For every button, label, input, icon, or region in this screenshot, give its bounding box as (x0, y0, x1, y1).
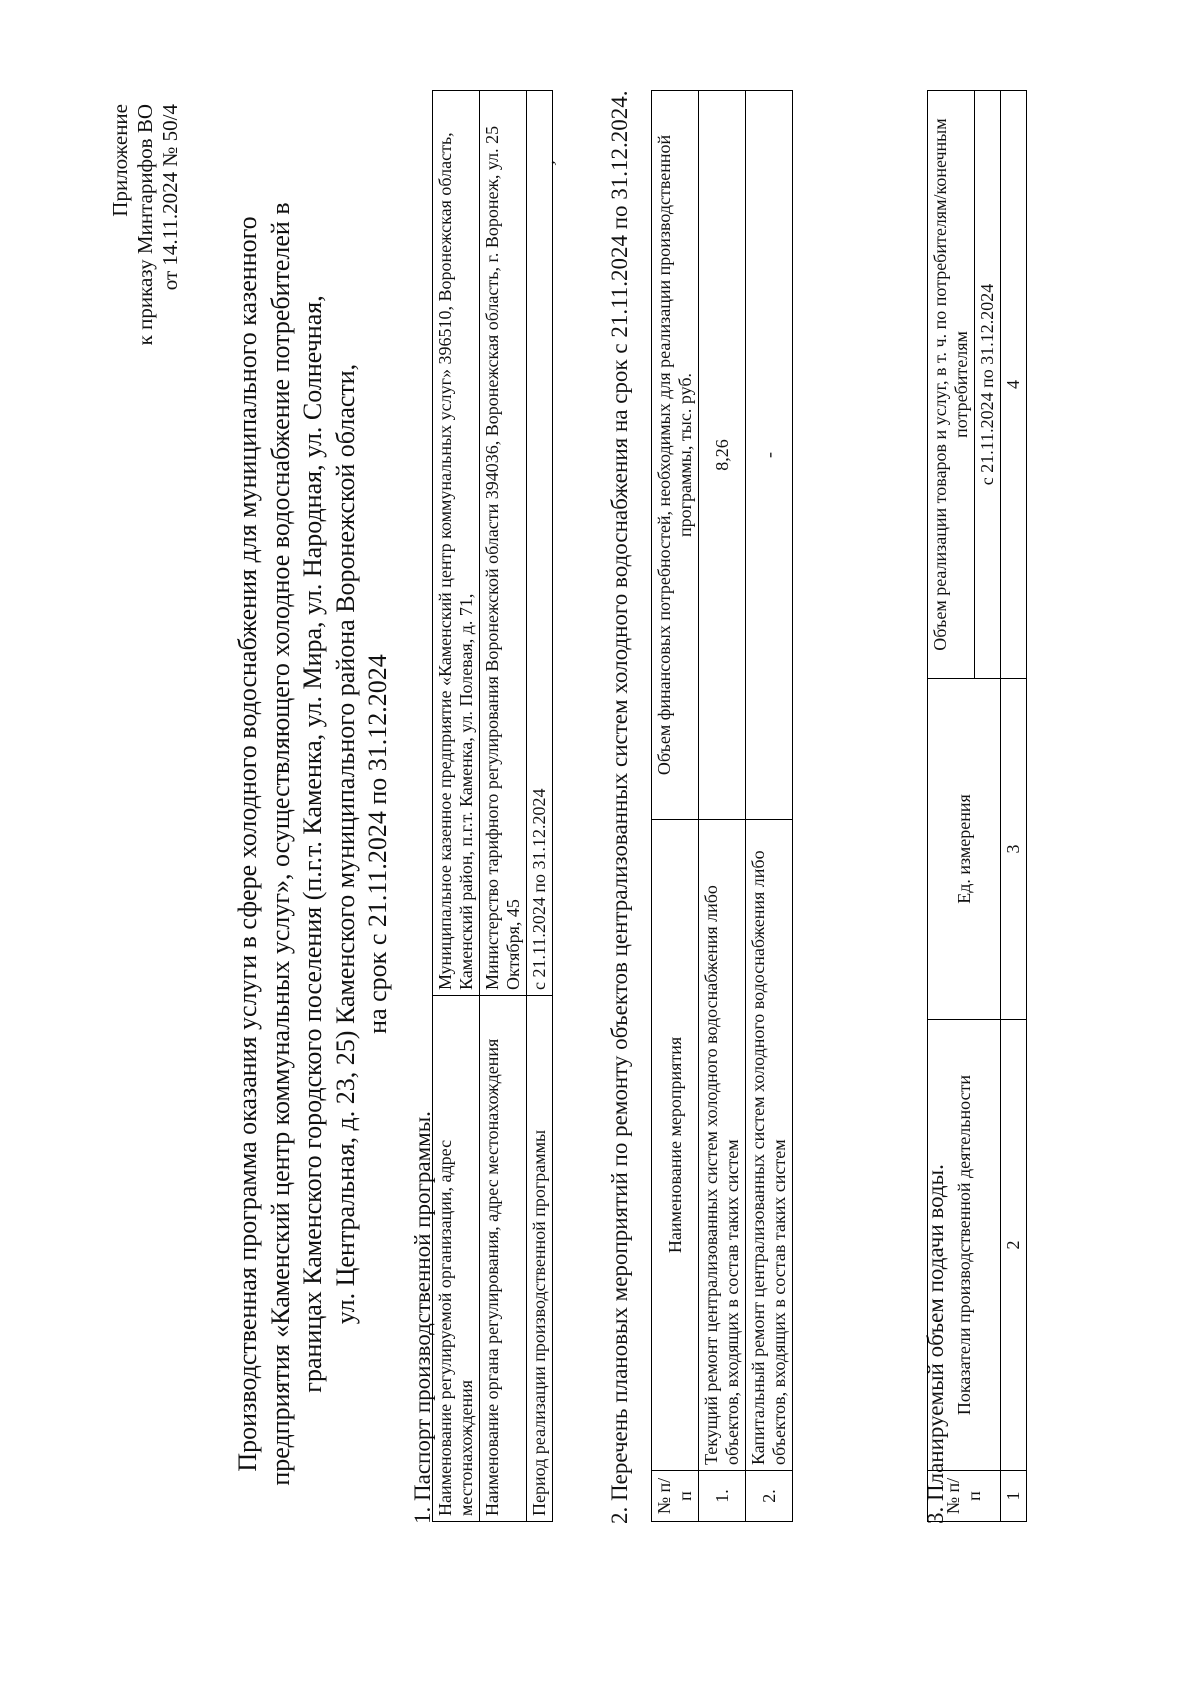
table-header-row (928, 91, 975, 1522)
table-cell: Период реализации производственной программы (527, 996, 553, 1522)
table-row (527, 91, 553, 1522)
passport-table (432, 90, 553, 1522)
section-2-heading: 2. Перечень плановых мероприятий по ремонту объектов централизованных систем холодного водоснабжения на срок с 21.11.2024 по 31.12.2024. (607, 90, 632, 1524)
table-row (433, 91, 480, 1522)
title-line-2: предприятия «Каменский центр коммунальных услуг», осуществляющего холодное водоснабжение потребителей в (265, 202, 295, 1486)
column-header: Объем финансовых потребностей, необходимых для реализации производственной программы, тыс. руб. (652, 91, 699, 820)
table-cell: Муниципальное казенное предприятие «Каменский центр коммунальных услуг» 396510, Воронежская область, Каменский район, п.г.т. Каменка, ул. Полевая, д. 71, (433, 91, 480, 996)
document-title (232, 174, 395, 1514)
title-line-5: на срок с 21.11.2024 по 31.12.2024 (363, 654, 392, 1034)
water-supply-volume-table (927, 90, 1027, 1522)
table-cell: Капитальный ремонт централизованных систем холодного водоснабжения либо объектов, входящих в состав таких систем (746, 820, 793, 1471)
column-header: Объем реализации товаров и услуг, в т. ч. по потребителям/конечным потребителям (928, 91, 975, 679)
title-line-4: ул. Центральная, д. 23, 25) Каменского муниципального района Воронежской области, (330, 363, 360, 1325)
table-row (480, 91, 527, 1522)
table-header-row (652, 91, 699, 1522)
appendix-line-2: к приказу Минтарифов ВО (133, 104, 157, 346)
appendix-block (108, 104, 183, 345)
title-line-3: границах Каменского городского поселения (п.г.т. Каменка, ул. Мира, ул. Народная, ул. Солнечная, (298, 295, 327, 1393)
table-cell: Текущий ремонт централизованных систем холодного водоснабжения либо объектов, входящих в состав таких систем (699, 820, 746, 1471)
table-cell: Наименование органа регулирования, адрес местонахождения (480, 996, 527, 1522)
stray-mark: ‚ (537, 154, 559, 168)
column-header: № п/п (652, 1471, 699, 1522)
table-cell: Министерство тарифного регулирования Воронежской области 394036, Воронежская область, г. Воронеж, ул. 25 Октября, 45 (480, 91, 527, 996)
table-row (746, 91, 793, 1522)
table-cell: 2 (1001, 1020, 1027, 1471)
table-cell: 4 (1001, 91, 1027, 679)
column-header: Наименование мероприятия (652, 820, 699, 1471)
table-row (1001, 91, 1027, 1522)
table-cell: - (746, 91, 793, 820)
column-header: № п/п (928, 1471, 1001, 1522)
table-cell: с 21.11.2024 по 31.12.2024 (527, 91, 553, 996)
table-cell: 1 (1001, 1471, 1027, 1522)
table-row (699, 91, 746, 1522)
section-1-heading: 1. Паспорт производственной программы. (410, 1111, 435, 1524)
table-cell: 3 (1001, 679, 1027, 1020)
table-cell: 2. (746, 1471, 793, 1522)
table-cell: 8,26 (699, 91, 746, 820)
title-line-1: Производственная программа оказания услуги в сфере холодного водоснабжения для муниципального казенного (233, 216, 262, 1472)
repair-measures-table (651, 90, 793, 1522)
column-header: Показатели производственной деятельности (928, 1020, 1001, 1471)
column-header: с 21.11.2024 по 31.12.2024 (975, 91, 1001, 679)
table-cell: Наименование регулируемой организации, адрес местонахождения (433, 996, 480, 1522)
appendix-line-3: от 14.11.2024 № 50/4 (158, 104, 182, 291)
table-cell: 1. (699, 1471, 746, 1522)
section-3-heading: 3. Планируемый объем подачи воды. (923, 1164, 948, 1524)
appendix-line-1: Приложение (108, 104, 132, 217)
column-header: Ед. измерения (928, 679, 1001, 1020)
